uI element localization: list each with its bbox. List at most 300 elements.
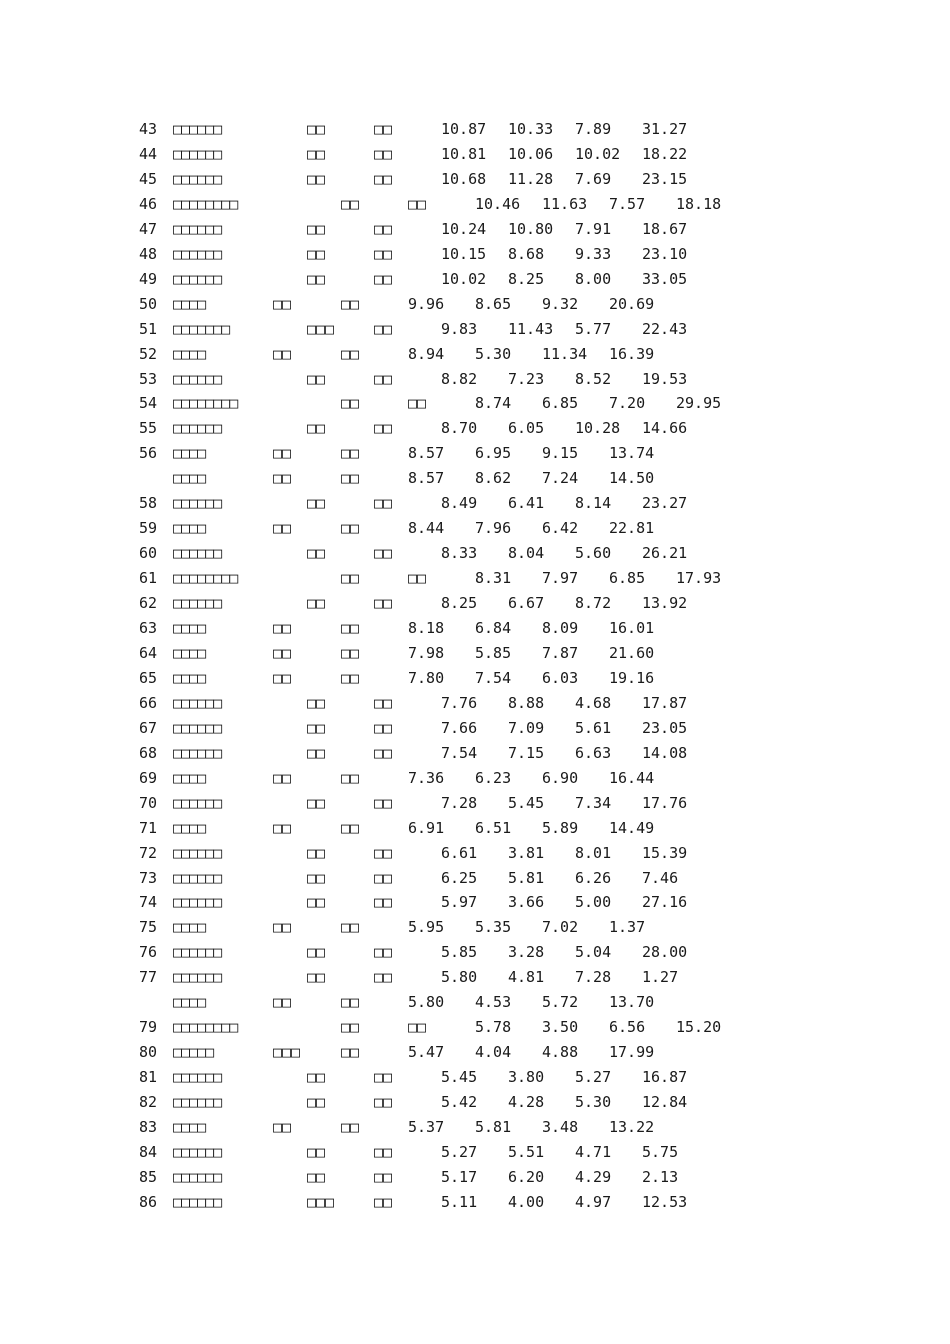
category-cell: □□: [307, 369, 326, 388]
row-number: 77: [139, 968, 158, 987]
region-cell: □□: [374, 494, 393, 513]
region-cell: □□: [374, 793, 393, 812]
value-cell: 6.20: [508, 1167, 545, 1186]
item-name: □□□□□□: [173, 843, 222, 862]
category-cell: □□: [307, 893, 326, 912]
region-cell: □□: [341, 1118, 360, 1136]
item-name: □□□□□□□□: [173, 194, 238, 213]
value-cell: 1.27: [642, 968, 679, 987]
row-number: 43: [139, 120, 158, 138]
row-number: 53: [139, 369, 158, 388]
value-cell: 17.99: [609, 1043, 655, 1062]
item-name: □□□□□□: [173, 1167, 222, 1186]
value-cell: 8.74: [475, 394, 512, 413]
table-row: [0, 242, 950, 266]
region-cell: □□: [374, 893, 393, 912]
value-cell: 5.00: [575, 893, 612, 912]
value-cell: 4.88: [542, 1043, 579, 1062]
table-row: [0, 317, 950, 341]
table-row: [0, 267, 950, 291]
row-number: 50: [139, 294, 158, 313]
category-cell: □□: [273, 918, 292, 937]
category-cell: □□: [307, 544, 326, 563]
value-cell: 29.95: [676, 394, 722, 413]
value-cell: 5.27: [575, 1068, 612, 1087]
region-cell: □□: [341, 918, 360, 937]
value-cell: 5.61: [575, 718, 612, 737]
value-cell: 9.83: [441, 319, 478, 338]
value-cell: 9.96: [408, 294, 445, 313]
value-cell: 17.87: [642, 693, 688, 712]
value-cell: 18.18: [676, 194, 722, 213]
value-cell: 8.49: [441, 494, 478, 513]
value-cell: 8.65: [475, 294, 512, 313]
row-number: 54: [139, 394, 158, 413]
region-cell: □□: [374, 319, 393, 338]
region-cell: □□: [374, 1093, 393, 1112]
category-cell: □□: [307, 494, 326, 513]
value-cell: 4.68: [575, 693, 612, 712]
value-cell: 10.02: [575, 144, 621, 163]
region-cell: □□: [341, 519, 360, 538]
value-cell: 7.91: [575, 219, 612, 238]
value-cell: 10.87: [441, 120, 487, 138]
value-cell: 8.62: [475, 469, 512, 488]
value-cell: 6.51: [475, 818, 512, 837]
value-cell: 13.22: [609, 1118, 655, 1136]
item-name: □□□□□□: [173, 244, 222, 263]
item-name: □□□□: [173, 444, 206, 463]
region-cell: □□: [408, 569, 427, 588]
value-cell: 18.22: [642, 144, 688, 163]
value-cell: 4.71: [575, 1142, 612, 1161]
category-cell: □□: [273, 643, 292, 662]
table-row: [0, 666, 950, 690]
table-row: [0, 566, 950, 590]
value-cell: 13.92: [642, 594, 688, 613]
item-name: □□□□□□: [173, 1142, 222, 1161]
value-cell: 10.15: [441, 244, 487, 263]
category-cell: □□: [341, 394, 360, 413]
value-cell: 7.66: [441, 718, 478, 737]
category-cell: □□: [273, 444, 292, 463]
value-cell: 20.69: [609, 294, 655, 313]
table-row: [0, 167, 950, 191]
value-cell: 3.28: [508, 943, 545, 962]
value-cell: 5.85: [441, 943, 478, 962]
item-name: □□□□: [173, 818, 206, 837]
category-cell: □□: [307, 1068, 326, 1087]
table-row: [0, 1090, 950, 1114]
value-cell: 7.36: [408, 768, 445, 787]
row-number: 85: [139, 1167, 158, 1186]
value-cell: 21.60: [609, 643, 655, 662]
value-cell: 6.84: [475, 619, 512, 637]
category-cell: □□: [273, 1118, 292, 1136]
category-cell: □□: [273, 818, 292, 837]
table-row: [0, 192, 950, 216]
value-cell: 8.44: [408, 519, 445, 538]
item-name: □□□□: [173, 519, 206, 538]
value-cell: 7.46: [642, 868, 679, 887]
category-cell: □□: [273, 768, 292, 787]
category-cell: □□: [273, 619, 292, 637]
category-cell: □□: [307, 144, 326, 163]
item-name: □□□□: [173, 294, 206, 313]
value-cell: 7.96: [475, 519, 512, 538]
region-cell: □□: [341, 469, 360, 488]
table-row: [0, 741, 950, 765]
value-cell: 6.05: [508, 419, 545, 438]
row-number: 64: [139, 643, 158, 662]
table-row: [0, 791, 950, 815]
region-cell: □□: [341, 818, 360, 837]
value-cell: 18.67: [642, 219, 688, 238]
value-cell: 8.00: [575, 269, 612, 288]
value-cell: 23.05: [642, 718, 688, 737]
value-cell: 10.02: [441, 269, 487, 288]
value-cell: 5.04: [575, 943, 612, 962]
row-number: 81: [139, 1068, 158, 1087]
value-cell: 5.11: [441, 1192, 478, 1211]
value-cell: 7.09: [508, 718, 545, 737]
value-cell: 9.15: [542, 444, 579, 463]
value-cell: 26.21: [642, 544, 688, 563]
table-row: [0, 217, 950, 241]
table-row: [0, 716, 950, 740]
value-cell: 5.81: [508, 868, 545, 887]
row-number: 79: [139, 1018, 158, 1037]
value-cell: 5.85: [475, 643, 512, 662]
value-cell: 5.17: [441, 1167, 478, 1186]
table-row: [0, 816, 950, 840]
category-cell: □□: [307, 843, 326, 862]
value-cell: 7.97: [542, 569, 579, 588]
category-cell: □□: [273, 519, 292, 538]
value-cell: 5.75: [642, 1142, 679, 1161]
value-cell: 5.72: [542, 993, 579, 1012]
value-cell: 17.76: [642, 793, 688, 812]
row-number: 73: [139, 868, 158, 887]
value-cell: 16.44: [609, 768, 655, 787]
value-cell: 8.25: [441, 594, 478, 613]
value-cell: 8.70: [441, 419, 478, 438]
value-cell: 8.88: [508, 693, 545, 712]
category-cell: □□□: [307, 1192, 335, 1211]
value-cell: 4.97: [575, 1192, 612, 1211]
item-name: □□□□□□: [173, 169, 222, 188]
value-cell: 3.81: [508, 843, 545, 862]
table-row: [0, 342, 950, 366]
table-row: [0, 117, 950, 141]
value-cell: 5.37: [408, 1118, 445, 1136]
table-row: [0, 1040, 950, 1064]
value-cell: 8.25: [508, 269, 545, 288]
value-cell: 5.30: [575, 1093, 612, 1112]
table-row: [0, 591, 950, 615]
item-name: □□□□□□: [173, 868, 222, 887]
value-cell: 5.78: [475, 1018, 512, 1037]
category-cell: □□: [341, 569, 360, 588]
item-name: □□□□: [173, 993, 206, 1012]
item-name: □□□□□□□: [173, 319, 230, 338]
region-cell: □□: [374, 1142, 393, 1161]
value-cell: 15.39: [642, 843, 688, 862]
row-number: 51: [139, 319, 158, 338]
region-cell: □□: [374, 843, 393, 862]
category-cell: □□: [307, 269, 326, 288]
value-cell: 5.80: [408, 993, 445, 1012]
value-cell: 6.85: [542, 394, 579, 413]
row-number: 48: [139, 244, 158, 263]
value-cell: 8.04: [508, 544, 545, 563]
item-name: □□□□□□: [173, 1192, 222, 1211]
value-cell: 6.61: [441, 843, 478, 862]
table-row: [0, 142, 950, 166]
category-cell: □□: [307, 718, 326, 737]
value-cell: 5.60: [575, 544, 612, 563]
value-cell: 4.81: [508, 968, 545, 987]
value-cell: 11.43: [508, 319, 554, 338]
item-name: □□□□: [173, 344, 206, 363]
region-cell: □□: [374, 219, 393, 238]
value-cell: 6.85: [609, 569, 646, 588]
value-cell: 8.52: [575, 369, 612, 388]
value-cell: 8.57: [408, 444, 445, 463]
item-name: □□□□□□: [173, 943, 222, 962]
table-row: [0, 965, 950, 989]
item-name: □□□□□□: [173, 144, 222, 163]
table-row: [0, 691, 950, 715]
value-cell: 10.46: [475, 194, 521, 213]
value-cell: 3.80: [508, 1068, 545, 1087]
value-cell: 5.95: [408, 918, 445, 937]
value-cell: 16.01: [609, 619, 655, 637]
value-cell: 14.08: [642, 743, 688, 762]
value-cell: 10.80: [508, 219, 554, 238]
table-row: [0, 915, 950, 939]
value-cell: 10.81: [441, 144, 487, 163]
value-cell: 7.28: [441, 793, 478, 812]
value-cell: 6.23: [475, 768, 512, 787]
row-number: 61: [139, 569, 158, 588]
category-cell: □□: [273, 294, 292, 313]
category-cell: □□: [273, 469, 292, 488]
value-cell: 5.30: [475, 344, 512, 363]
table-row: [0, 940, 950, 964]
value-cell: 8.31: [475, 569, 512, 588]
value-cell: 5.45: [508, 793, 545, 812]
value-cell: 6.67: [508, 594, 545, 613]
row-number: 82: [139, 1093, 158, 1112]
value-cell: 6.56: [609, 1018, 646, 1037]
item-name: □□□□□□: [173, 544, 222, 563]
value-cell: 4.53: [475, 993, 512, 1012]
value-cell: 22.81: [609, 519, 655, 538]
value-cell: 7.89: [575, 120, 612, 138]
value-cell: 15.20: [676, 1018, 722, 1037]
row-number: 45: [139, 169, 158, 188]
region-cell: □□: [374, 968, 393, 987]
row-number: 47: [139, 219, 158, 238]
region-cell: □□: [374, 594, 393, 613]
value-cell: 16.39: [609, 344, 655, 363]
category-cell: □□: [307, 219, 326, 238]
value-cell: 6.95: [475, 444, 512, 463]
row-number: 74: [139, 893, 158, 912]
table-row: [0, 1115, 950, 1139]
region-cell: □□: [374, 169, 393, 188]
value-cell: 8.57: [408, 469, 445, 488]
item-name: □□□□□□: [173, 219, 222, 238]
value-cell: 7.20: [609, 394, 646, 413]
value-cell: 7.57: [609, 194, 646, 213]
row-number: 67: [139, 718, 158, 737]
region-cell: □□: [341, 619, 360, 637]
category-cell: □□: [307, 1167, 326, 1186]
item-name: □□□□: [173, 668, 206, 687]
item-name: □□□□□□: [173, 494, 222, 513]
value-cell: 5.47: [408, 1043, 445, 1062]
table-row: [0, 516, 950, 540]
item-name: □□□□□□: [173, 743, 222, 762]
value-cell: 7.87: [542, 643, 579, 662]
value-cell: 5.35: [475, 918, 512, 937]
value-cell: 16.87: [642, 1068, 688, 1087]
value-cell: 11.63: [542, 194, 588, 213]
value-cell: 19.16: [609, 668, 655, 687]
table-row: [0, 491, 950, 515]
category-cell: □□: [307, 943, 326, 962]
item-name: □□□□: [173, 1118, 206, 1136]
category-cell: □□: [307, 244, 326, 263]
value-cell: 5.80: [441, 968, 478, 987]
value-cell: 6.25: [441, 868, 478, 887]
row-number: 71: [139, 818, 158, 837]
region-cell: □□: [374, 419, 393, 438]
row-number: 72: [139, 843, 158, 862]
row-number: 49: [139, 269, 158, 288]
region-cell: □□: [374, 144, 393, 163]
region-cell: □□: [374, 1167, 393, 1186]
table-row: [0, 1015, 950, 1039]
value-cell: 10.33: [508, 120, 554, 138]
region-cell: □□: [374, 943, 393, 962]
item-name: □□□□□□: [173, 120, 222, 138]
table-row: [0, 766, 950, 790]
category-cell: □□: [273, 344, 292, 363]
region-cell: □□: [341, 444, 360, 463]
value-cell: 6.63: [575, 743, 612, 762]
value-cell: 8.14: [575, 494, 612, 513]
table-row: [0, 1190, 950, 1214]
row-number: 83: [139, 1118, 158, 1136]
row-number: 62: [139, 594, 158, 613]
value-cell: 5.89: [542, 818, 579, 837]
table-row: [0, 367, 950, 391]
value-cell: 7.28: [575, 968, 612, 987]
region-cell: □□: [374, 544, 393, 563]
value-cell: 13.74: [609, 444, 655, 463]
value-cell: 7.24: [542, 469, 579, 488]
value-cell: 7.34: [575, 793, 612, 812]
category-cell: □□: [341, 1018, 360, 1037]
table-row: [0, 1140, 950, 1164]
value-cell: 5.77: [575, 319, 612, 338]
table-row: [0, 1065, 950, 1089]
row-number: 80: [139, 1043, 158, 1062]
value-cell: 14.66: [642, 419, 688, 438]
value-cell: 7.80: [408, 668, 445, 687]
region-cell: □□: [341, 643, 360, 662]
value-cell: 8.82: [441, 369, 478, 388]
value-cell: 11.34: [542, 344, 588, 363]
category-cell: □□□: [307, 319, 335, 338]
item-name: □□□□□□□□: [173, 569, 238, 588]
value-cell: 23.27: [642, 494, 688, 513]
item-name: □□□□: [173, 619, 206, 637]
value-cell: 7.69: [575, 169, 612, 188]
value-cell: 17.93: [676, 569, 722, 588]
value-cell: 4.28: [508, 1093, 545, 1112]
value-cell: 14.49: [609, 818, 655, 837]
value-cell: 14.50: [609, 469, 655, 488]
row-number: 60: [139, 544, 158, 563]
category-cell: □□□: [273, 1043, 301, 1062]
value-cell: 7.15: [508, 743, 545, 762]
row-number: 46: [139, 194, 158, 213]
category-cell: □□: [307, 1142, 326, 1161]
item-name: □□□□: [173, 918, 206, 937]
category-cell: □□: [341, 194, 360, 213]
category-cell: □□: [307, 793, 326, 812]
item-name: □□□□□□: [173, 693, 222, 712]
value-cell: 22.43: [642, 319, 688, 338]
table-row: [0, 441, 950, 465]
table-row: [0, 541, 950, 565]
category-cell: □□: [307, 594, 326, 613]
value-cell: 31.27: [642, 120, 688, 138]
value-cell: 12.53: [642, 1192, 688, 1211]
category-cell: □□: [307, 968, 326, 987]
item-name: □□□□□□: [173, 369, 222, 388]
table-row: [0, 466, 950, 490]
category-cell: □□: [307, 693, 326, 712]
row-number: 75: [139, 918, 158, 937]
value-cell: 5.27: [441, 1142, 478, 1161]
value-cell: 12.84: [642, 1093, 688, 1112]
item-name: □□□□: [173, 643, 206, 662]
value-cell: 27.16: [642, 893, 688, 912]
region-cell: □□: [341, 668, 360, 687]
item-name: □□□□□□: [173, 968, 222, 987]
category-cell: □□: [307, 1093, 326, 1112]
value-cell: 8.09: [542, 619, 579, 637]
value-cell: 3.50: [542, 1018, 579, 1037]
value-cell: 28.00: [642, 943, 688, 962]
item-name: □□□□: [173, 768, 206, 787]
row-number: 52: [139, 344, 158, 363]
value-cell: 10.68: [441, 169, 487, 188]
table-row: [0, 616, 950, 640]
value-cell: 4.29: [575, 1167, 612, 1186]
row-number: 56: [139, 444, 158, 463]
region-cell: □□: [374, 244, 393, 263]
region-cell: □□: [374, 693, 393, 712]
row-number: 65: [139, 668, 158, 687]
category-cell: □□: [307, 868, 326, 887]
value-cell: 7.98: [408, 643, 445, 662]
